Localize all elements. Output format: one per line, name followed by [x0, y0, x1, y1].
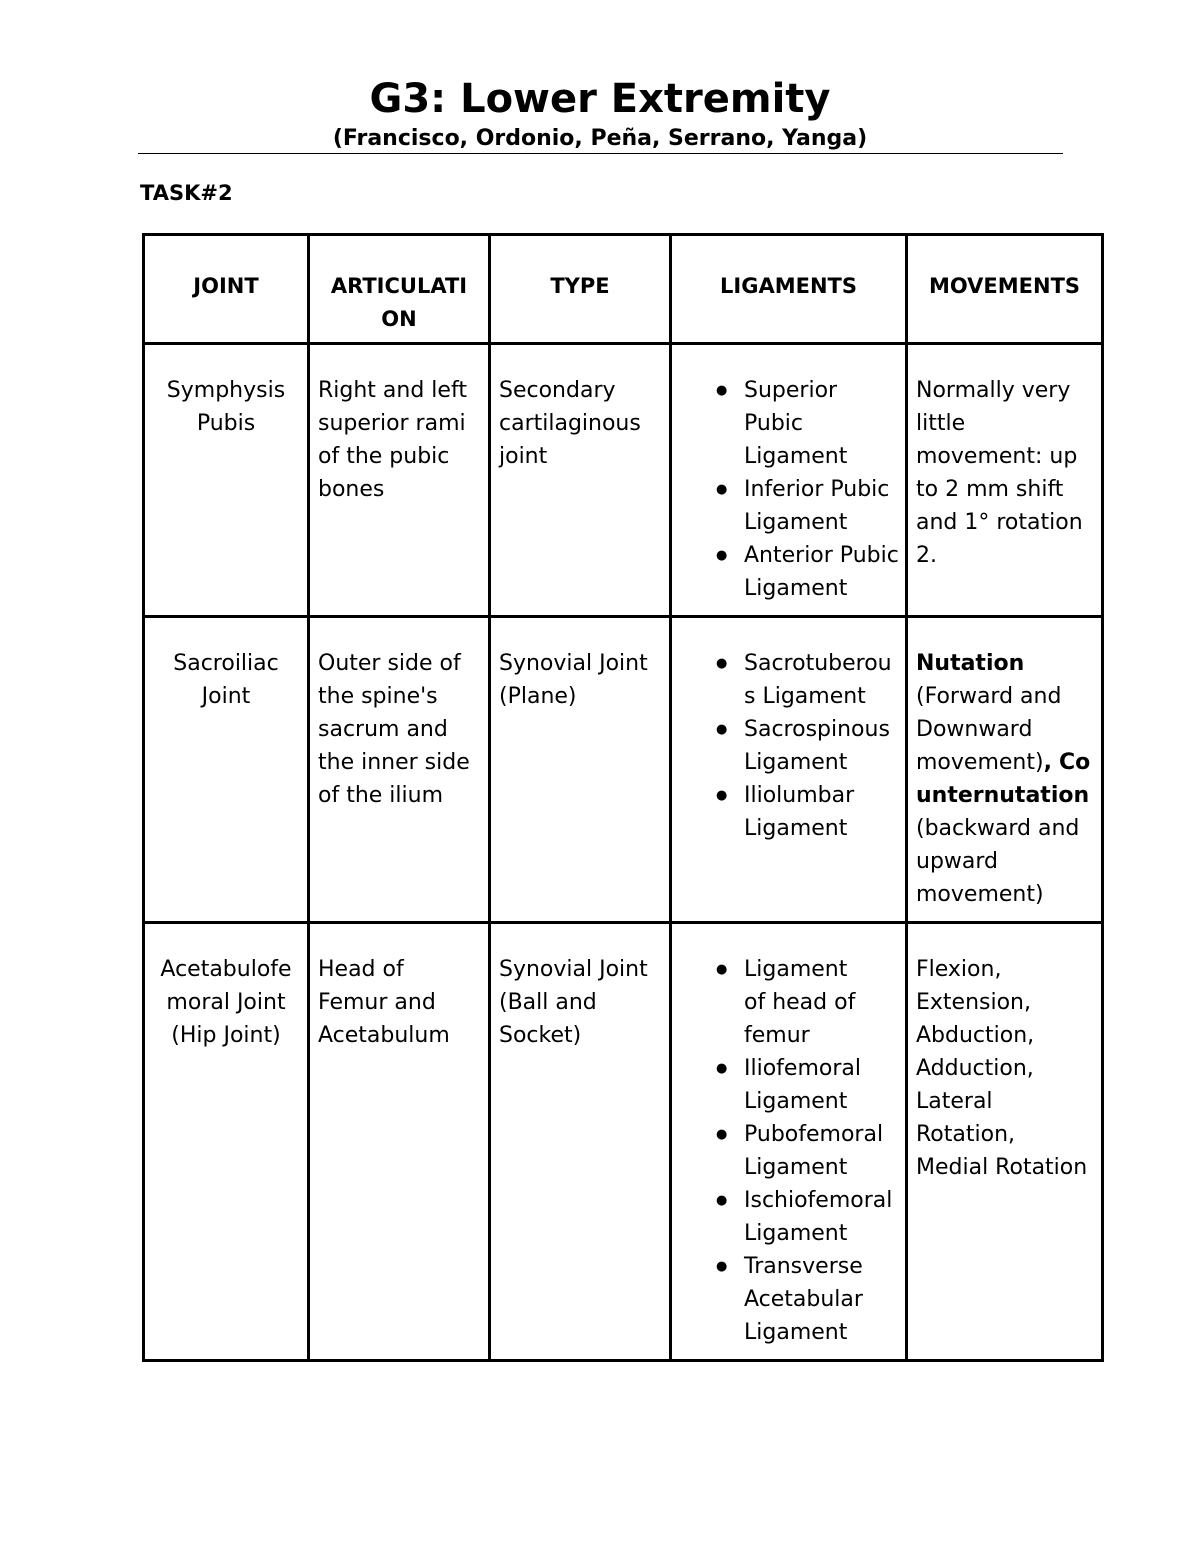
- joint-name: Sacroiliac Joint: [173, 651, 279, 709]
- articulation-cell: [309, 617, 490, 923]
- type-text: Synovial Joint (Plane): [499, 651, 648, 709]
- movements-cell: [907, 923, 1103, 1361]
- title-divider: [138, 153, 1063, 154]
- document-title: G3: Lower Extremity: [369, 76, 831, 122]
- column-header-joint: JOINT: [144, 235, 309, 344]
- comma: ,: [1043, 750, 1052, 775]
- type-text: Secondary cartilaginous joint: [499, 378, 641, 469]
- ligament-item: ● Ischiofemoral Ligament: [672, 1184, 905, 1250]
- column-header-articulation: ARTICULATI ON: [309, 235, 490, 344]
- ligament-item: ● Sacrospinous Ligament: [672, 713, 905, 779]
- ligament-item: ● Superior Pubic Ligament: [672, 374, 905, 473]
- nutation-term: Nutation: [916, 651, 1025, 676]
- type-cell: [490, 923, 671, 1361]
- movements-text: Normally very little movement: up to 2 mm shift and 1° rotation 2.: [916, 378, 1083, 568]
- ligament-list: [672, 953, 905, 1349]
- ligament-item: ● Transverse Acetabular Ligament: [672, 1250, 905, 1349]
- table-row: [144, 344, 1103, 617]
- column-header-type: TYPE: [490, 235, 671, 344]
- ligament-item: ● Anterior Pubic Ligament: [672, 539, 905, 605]
- type-text: Synovial Joint (Ball and Socket): [499, 957, 648, 1048]
- articulation-text: Head of Femur and Acetabulum: [318, 957, 450, 1048]
- articulation-cell: [309, 344, 490, 617]
- joint-cell: [144, 923, 309, 1361]
- table-row: [144, 617, 1103, 923]
- articulation-text: Outer side of the spine's sacrum and the inner side of the ilium: [318, 651, 470, 808]
- task-label: TASK#2: [140, 181, 233, 205]
- movements-cell: [907, 344, 1103, 617]
- counternutation-description: (backward and upward movement): [916, 816, 1080, 907]
- movements-cell: [907, 617, 1103, 923]
- articulation-cell: [309, 923, 490, 1361]
- ligament-list: [672, 647, 905, 845]
- joint-cell: [144, 344, 309, 617]
- document-authors: (Francisco, Ordonio, Peña, Serrano, Yanga): [332, 126, 868, 151]
- ligaments-cell: [671, 923, 907, 1361]
- joints-table: [142, 233, 1104, 1362]
- ligament-item: ● Iliofemoral Ligament: [672, 1052, 905, 1118]
- movements-text: [908, 618, 1101, 921]
- ligament-item: ● Pubofemoral Ligament: [672, 1118, 905, 1184]
- table-row: [144, 923, 1103, 1361]
- joint-name: Symphysis Pubis: [166, 378, 286, 436]
- counternutation-term: Counternutation: [916, 750, 1091, 808]
- table-header-row: [144, 235, 1103, 344]
- ligament-item: ● Iliolumbar Ligament: [672, 779, 905, 845]
- ligament-item: ● Ligament of head of femur: [672, 953, 905, 1052]
- articulation-text: Right and left superior rami of the pubic bones: [318, 378, 467, 502]
- ligament-item: ● Sacrotuberous Ligament: [672, 647, 905, 713]
- type-cell: [490, 344, 671, 617]
- ligament-item: ● Inferior Pubic Ligament: [672, 473, 905, 539]
- column-header-ligaments: LIGAMENTS: [671, 235, 907, 344]
- joint-cell: [144, 617, 309, 923]
- movements-text: Flexion, Extension, Abduction, Adduction, Lateral Rotation, Medial Rotation: [916, 957, 1088, 1180]
- joint-name: Acetabulofemoral Joint (Hip Joint): [160, 957, 292, 1048]
- ligament-list: [672, 374, 905, 605]
- ligaments-cell: [671, 344, 907, 617]
- ligaments-cell: [671, 617, 907, 923]
- nutation-description: (Forward and Downward movement): [916, 684, 1062, 775]
- type-cell: [490, 617, 671, 923]
- column-header-movements: MOVEMENTS: [907, 235, 1103, 344]
